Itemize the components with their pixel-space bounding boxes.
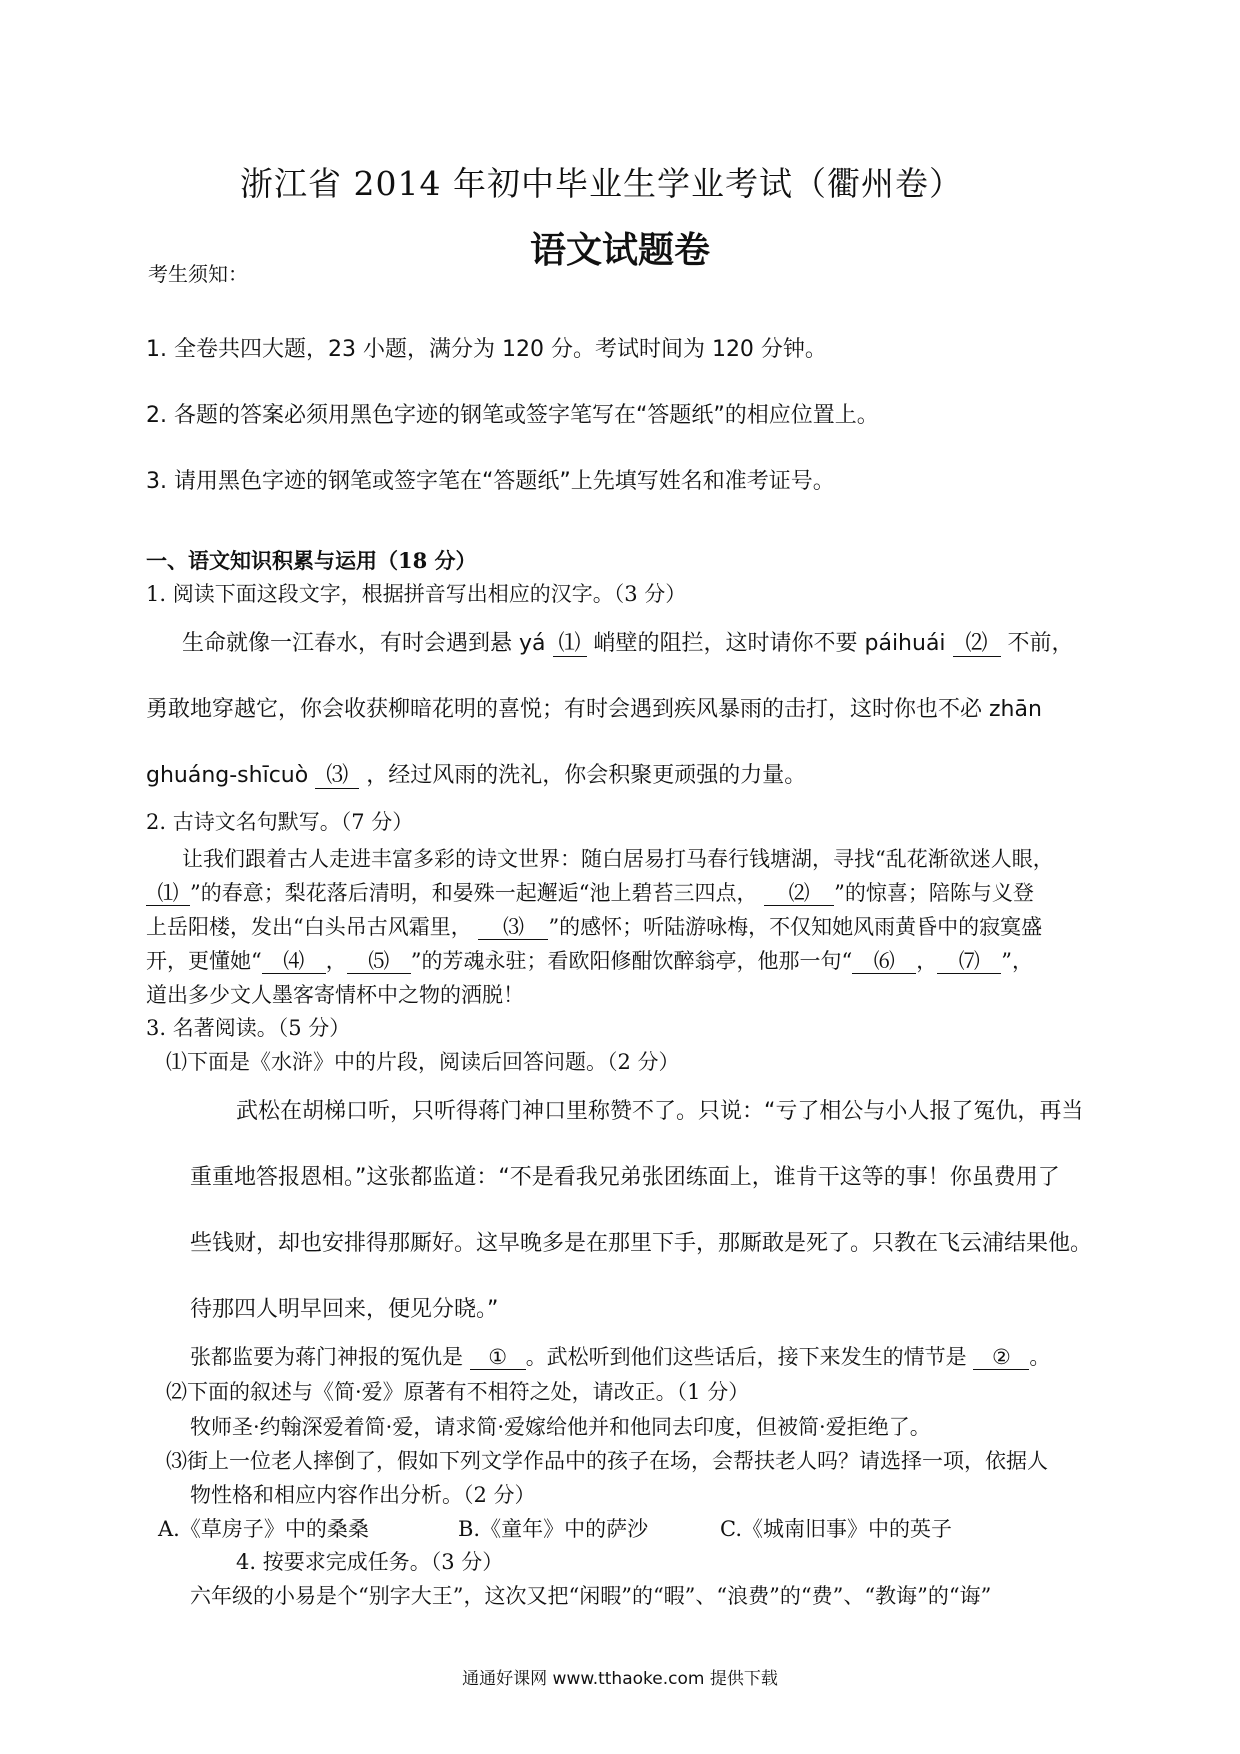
q2-blank-4: ⑷ [262, 950, 326, 974]
q3-text: 。武松听到他们这些话后，接下来发生的情节是 [525, 1345, 967, 1369]
notice-item: 1. 全卷共四大题，23 小题，满分为 120 分。考试时间为 120 分钟。 [146, 337, 827, 362]
q2-text: ”， [1001, 949, 1033, 973]
q2-text: ， [916, 949, 938, 973]
q4-line: 六年级的小易是个“别字大王”，这次又把“闲暇”的“暇”、“浪费”的“费”、“教诲”的“诲” [190, 1584, 992, 1608]
q2-blank-1: ⑴ [146, 882, 190, 906]
q2-blank-6: ⑹ [852, 950, 916, 974]
q2-text: 上岳阳楼，发出“白头吊古风霜里， [146, 915, 472, 939]
question-3-prompt: 3. 名著阅读。（5 分） [146, 1016, 351, 1040]
section-heading: 一、语文知识积累与运用（18 分） [146, 548, 477, 573]
notice-heading: 考生须知： [148, 262, 248, 286]
q1-text: 生命就像一江春水，有时会遇到悬 yá [182, 631, 546, 656]
q1-text: 不前， [1007, 631, 1074, 656]
q2-blank-2: ⑵ [764, 882, 834, 906]
q1-line: 勇敢地穿越它，你会收获柳暗花明的喜悦；有时会遇到疾风暴雨的击打，这时你也不必 zhān [146, 697, 1042, 722]
q3-excerpt-line: 重重地答报恩相。”这张都监道：“不是看我兄弟张团练面上，谁肯干这等的事！你虽费用了 [190, 1165, 1060, 1190]
q3-part2-text: 牧师圣·约翰深爱着简·爱，请求简·爱嫁给他并和他同去印度，但被简·爱拒绝了。 [190, 1415, 931, 1439]
q2-line [146, 877, 1034, 907]
question-4-prompt: 4. 按要求完成任务。（3 分） [236, 1550, 504, 1574]
notice-item: 3. 请用黑色字迹的钢笔或签字笔在“答题纸”上先填写姓名和准考证号。 [146, 469, 835, 494]
page-footer: 通通好课网 www.tthaoke.com 提供下载 [462, 1669, 778, 1689]
option-b: B.《童年》中的萨沙 [458, 1517, 649, 1541]
q2-blank-5: ⑸ [347, 950, 411, 974]
q1-text: 峭壁的阻拦，这时请你不要 páihuái [593, 631, 946, 656]
q2-line [146, 945, 1033, 975]
q2-text: ”的春意；梨花落后清明，和晏殊一起邂逅“池上碧苔三四点， [190, 881, 758, 905]
q3-part2-prompt: ⑵下面的叙述与《简·爱》原著有不相符之处，请改正。（1 分） [166, 1380, 750, 1404]
question-2-prompt: 2. 古诗文名句默写。（7 分） [146, 810, 414, 834]
q2-line: 让我们跟着古人走进丰富多彩的诗文世界：随白居易打马春行钱塘湖，寻找“乱花渐欲迷人眼， [182, 847, 1054, 871]
q2-text: ”的惊喜；陪陈与义登 [834, 881, 1034, 905]
q3-options [158, 1513, 952, 1543]
q1-line [182, 626, 1074, 657]
q2-blank-7: ⑺ [937, 950, 1001, 974]
option-c: C.《城南旧事》中的英子 [720, 1517, 952, 1541]
q2-line [146, 911, 1042, 941]
q3-excerpt-line: 武松在胡梯口听，只听得蒋门神口里称赞不了。只说：“亏了相公与小人报了冤仇，再当 [236, 1099, 1084, 1124]
q1-text: ghuáng-shīcuò [146, 763, 309, 788]
q3-part3-prompt: ⑶街上一位老人摔倒了，假如下列文学作品中的孩子在场，会帮扶老人吗？请选择一项，依据人 [166, 1449, 1048, 1473]
exam-title: 浙江省 2014 年初中毕业生学业考试（衢州卷） [240, 164, 963, 203]
q2-text: ”的芳魂永驻；看欧阳修酣饮醉翁亭，他那一句“ [410, 949, 853, 973]
q3-excerpt-line: 些钱财，却也安排得那厮好。这早晚多是在那里下手，那厮敢是死了。只教在飞云浦结果他。 [190, 1231, 1093, 1256]
q2-blank-3: ⑶ [478, 916, 548, 940]
q3-part1-question [190, 1341, 1050, 1371]
option-a: A.《草房子》中的桑桑 [158, 1517, 369, 1541]
q1-blank-2: ⑵ [953, 632, 1001, 657]
notice-item: 2. 各题的答案必须用黑色字迹的钢笔或签字笔写在“答题纸”的相应位置上。 [146, 403, 879, 428]
q1-text: ，经过风雨的洗礼，你会积聚更顽强的力量。 [366, 763, 807, 788]
q2-text: ， [325, 949, 347, 973]
q2-text: ”的感怀；听陆游咏梅，不仅知她风雨黄昏中的寂寞盛 [548, 915, 1043, 939]
q3-part3-prompt: 物性格和相应内容作出分析。（2 分） [190, 1483, 536, 1507]
q2-line: 道出多少文人墨客寄情杯中之物的洒脱！ [146, 983, 524, 1007]
q2-text: 开，更懂她“ [146, 949, 262, 973]
question-1-prompt: 1. 阅读下面这段文字，根据拼音写出相应的汉字。（3 分） [146, 582, 687, 606]
q3-blank-2: ② [973, 1346, 1029, 1370]
q1-blank-1: ⑴ [553, 632, 587, 657]
exam-subtitle: 语文试题卷 [529, 230, 710, 271]
q1-line [146, 758, 806, 789]
q3-excerpt-line: 待那四人明早回来，便见分晓。” [190, 1297, 499, 1322]
q3-blank-1: ① [470, 1346, 526, 1370]
q3-text: 。 [1029, 1345, 1051, 1369]
q3-part1-prompt: ⑴下面是《水浒》中的片段，阅读后回答问题。（2 分） [166, 1050, 680, 1074]
q3-text: 张都监要为蒋门神报的冤仇是 [190, 1345, 463, 1369]
q1-blank-3: ⑶ [315, 764, 359, 789]
